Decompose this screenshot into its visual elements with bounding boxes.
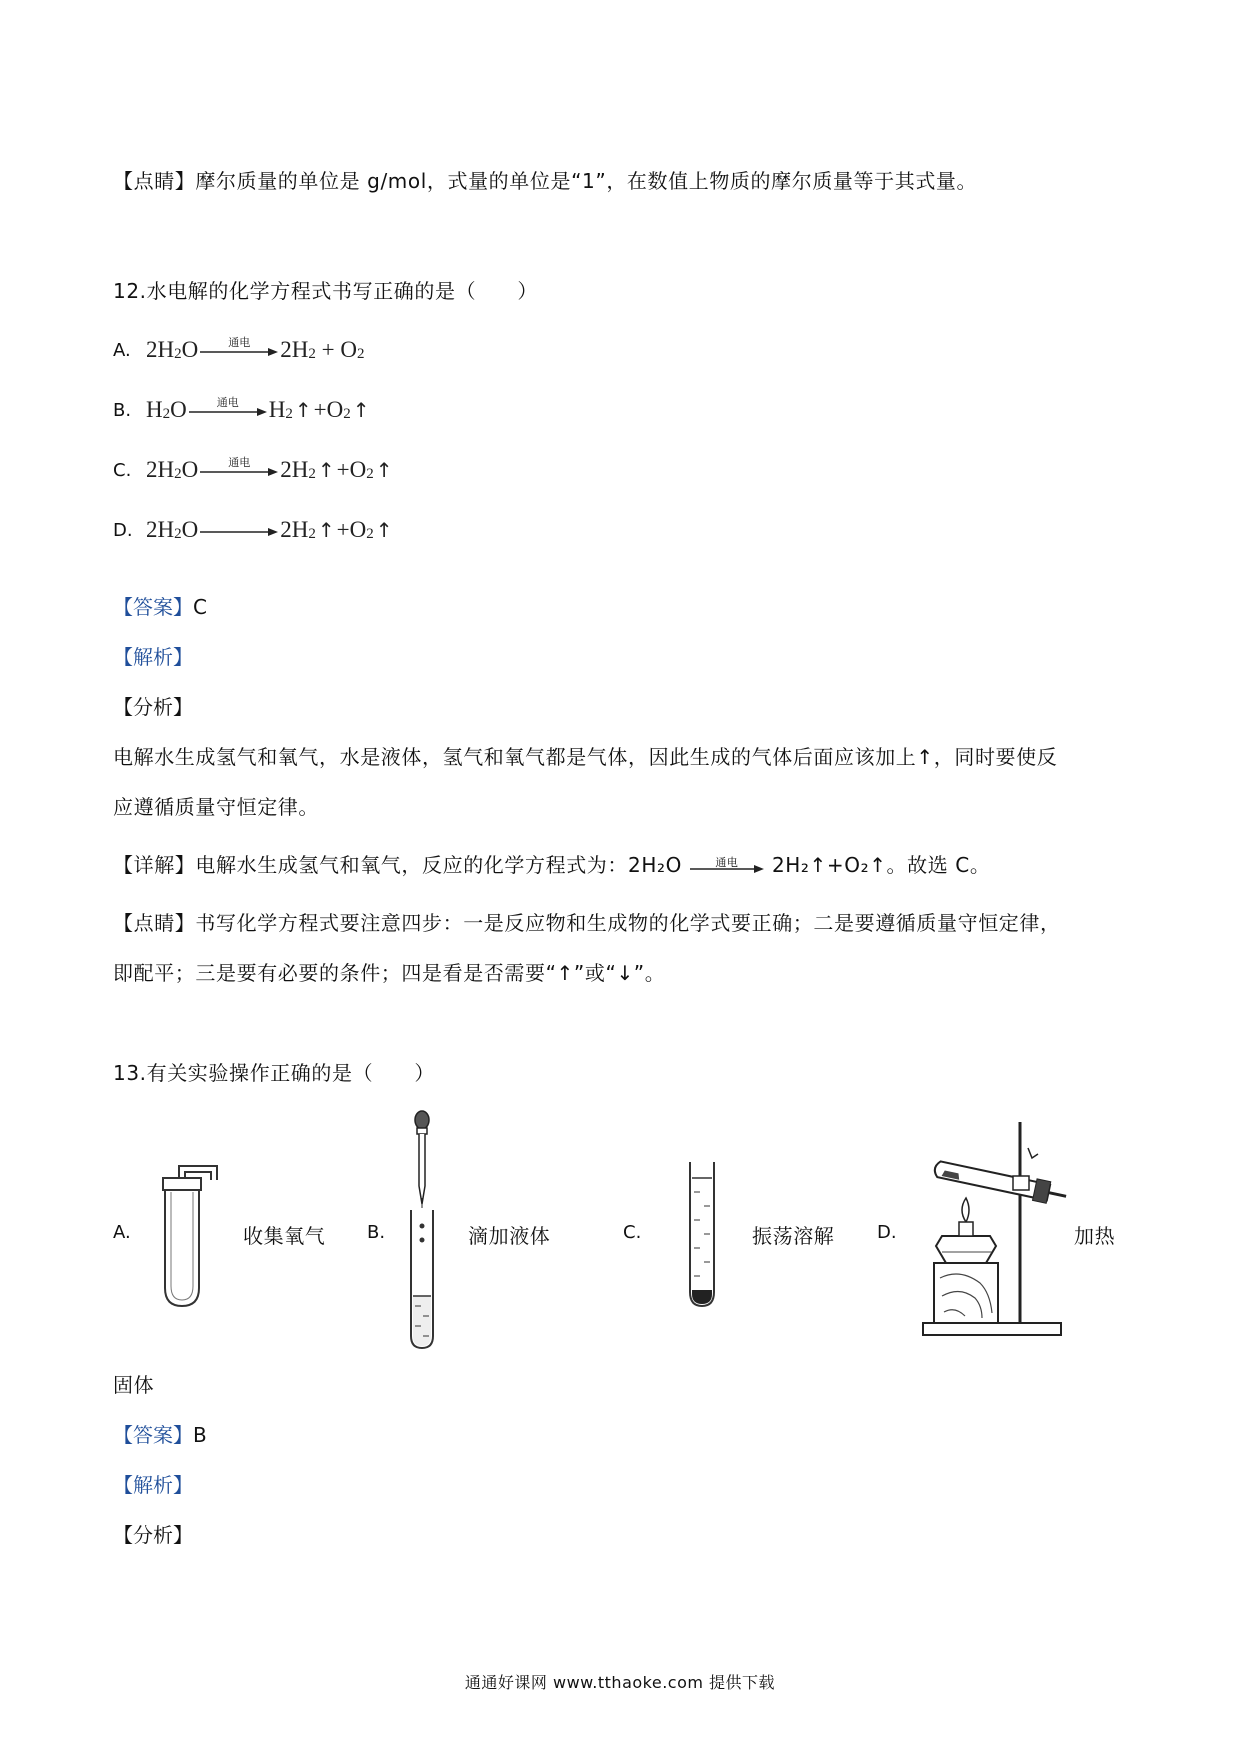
arrow-condition: 通电 xyxy=(715,855,739,869)
q11-tip xyxy=(113,168,977,194)
figure-label: C. xyxy=(623,1222,642,1243)
arrow-condition: 通电 xyxy=(228,336,251,349)
q12-answer xyxy=(113,594,207,620)
q13-answer xyxy=(113,1422,207,1448)
q12-option-d xyxy=(113,510,395,550)
gas-collection-tube-icon xyxy=(155,1160,225,1310)
arrow-condition: 通电 xyxy=(216,396,239,409)
equation: H $_2$ O 通电 H $_2$ ↑ +O $_2$ ↑ xyxy=(146,396,370,422)
q13-stem: 13.有关实验操作正确的是（ ） xyxy=(113,1061,436,1085)
q13-caption-tail: 固体 xyxy=(113,1373,155,1397)
tip-text: 摩尔质量的单位是 g/mol，式量的单位是“1”，在数值上物质的摩尔质量等于其式量。 xyxy=(195,169,978,193)
reaction-arrow-icon xyxy=(690,856,764,878)
figure-caption: 滴加液体 xyxy=(468,1224,551,1248)
tip-text: 书写化学方程式要注意四步：一是反应物和生成物的化学式要正确；二是要遵循质量守恒定律， xyxy=(195,911,1061,935)
reaction-arrow-icon xyxy=(189,398,267,422)
q12-analysis-tag: 【解析】 xyxy=(113,645,193,669)
tip-tag: 【点睛】 xyxy=(113,911,196,935)
q13-analysis-tag: 【解析】 xyxy=(113,1473,193,1497)
answer-value: B xyxy=(193,1423,207,1447)
answer-tag: 【答案】 xyxy=(113,595,193,619)
q12-tip-line2: 即配平；三是要有必要的条件；四是看是否需要“↑”或“↓”。 xyxy=(113,961,666,985)
heating-apparatus-icon xyxy=(920,1118,1070,1340)
figure-label: D. xyxy=(877,1222,897,1243)
footer-text: 通通好课网 www.tthaoke.com 提供下载 xyxy=(464,1673,776,1692)
detail-tag: 【详解】 xyxy=(113,853,196,877)
answer-tag: 【答案】 xyxy=(113,1423,193,1447)
q12-detail xyxy=(113,852,990,878)
answer-value: C xyxy=(193,595,207,619)
equation: 2H $_2$ O 2H $_2$ ↑ +O $_2$ ↑ xyxy=(146,517,393,542)
detail-text: 电解水生成氢气和氧气，反应的化学方程式为：2H₂O xyxy=(195,853,682,877)
q13-fenxi-tag: 【分析】 xyxy=(113,1523,193,1547)
q12-fenxi-tag: 【分析】 xyxy=(113,695,193,719)
tip-tag: 【点睛】 xyxy=(113,169,196,193)
q12-fenxi-line2: 应遵循质量守恒定律。 xyxy=(113,795,319,819)
figure-caption: 收集氧气 xyxy=(243,1224,326,1248)
reaction-arrow-icon xyxy=(200,458,278,482)
q12-option-b xyxy=(113,390,372,430)
option-label: A. xyxy=(113,339,131,361)
figure-label: B. xyxy=(367,1222,386,1243)
q12-stem: 12.水电解的化学方程式书写正确的是（ ） xyxy=(113,279,539,303)
shaking-test-tube-icon xyxy=(682,1160,722,1310)
q12-tip-line1 xyxy=(113,910,1061,936)
q12-fenxi-line1: 电解水生成氢气和氧气，水是液体，氢气和氧气都是气体，因此生成的气体后面应该加上↑，同时要使反 xyxy=(113,745,1058,769)
arrow-condition: 通电 xyxy=(228,456,251,469)
dropper-test-tube-icon xyxy=(400,1108,444,1353)
option-label: C. xyxy=(113,459,132,481)
option-label: D. xyxy=(113,519,133,541)
equation: 2H $_2$ O 通电 2H $_2$ ↑ +O $_2$ ↑ xyxy=(146,456,393,482)
q12-option-c xyxy=(113,450,395,490)
detail-after: 2H₂↑+O₂↑。故选 C。 xyxy=(771,853,991,877)
equation: 2H $_2$ O 通电 2H $_2$ + O $_2$ xyxy=(146,336,365,362)
figure-label: A. xyxy=(113,1222,131,1243)
figure-caption: 加热 xyxy=(1074,1224,1116,1248)
figure-caption: 振荡溶解 xyxy=(752,1224,835,1248)
option-label: B. xyxy=(113,399,132,421)
q12-option-a xyxy=(113,330,364,370)
reaction-arrow-icon xyxy=(200,518,278,542)
reaction-arrow-icon xyxy=(200,338,278,362)
